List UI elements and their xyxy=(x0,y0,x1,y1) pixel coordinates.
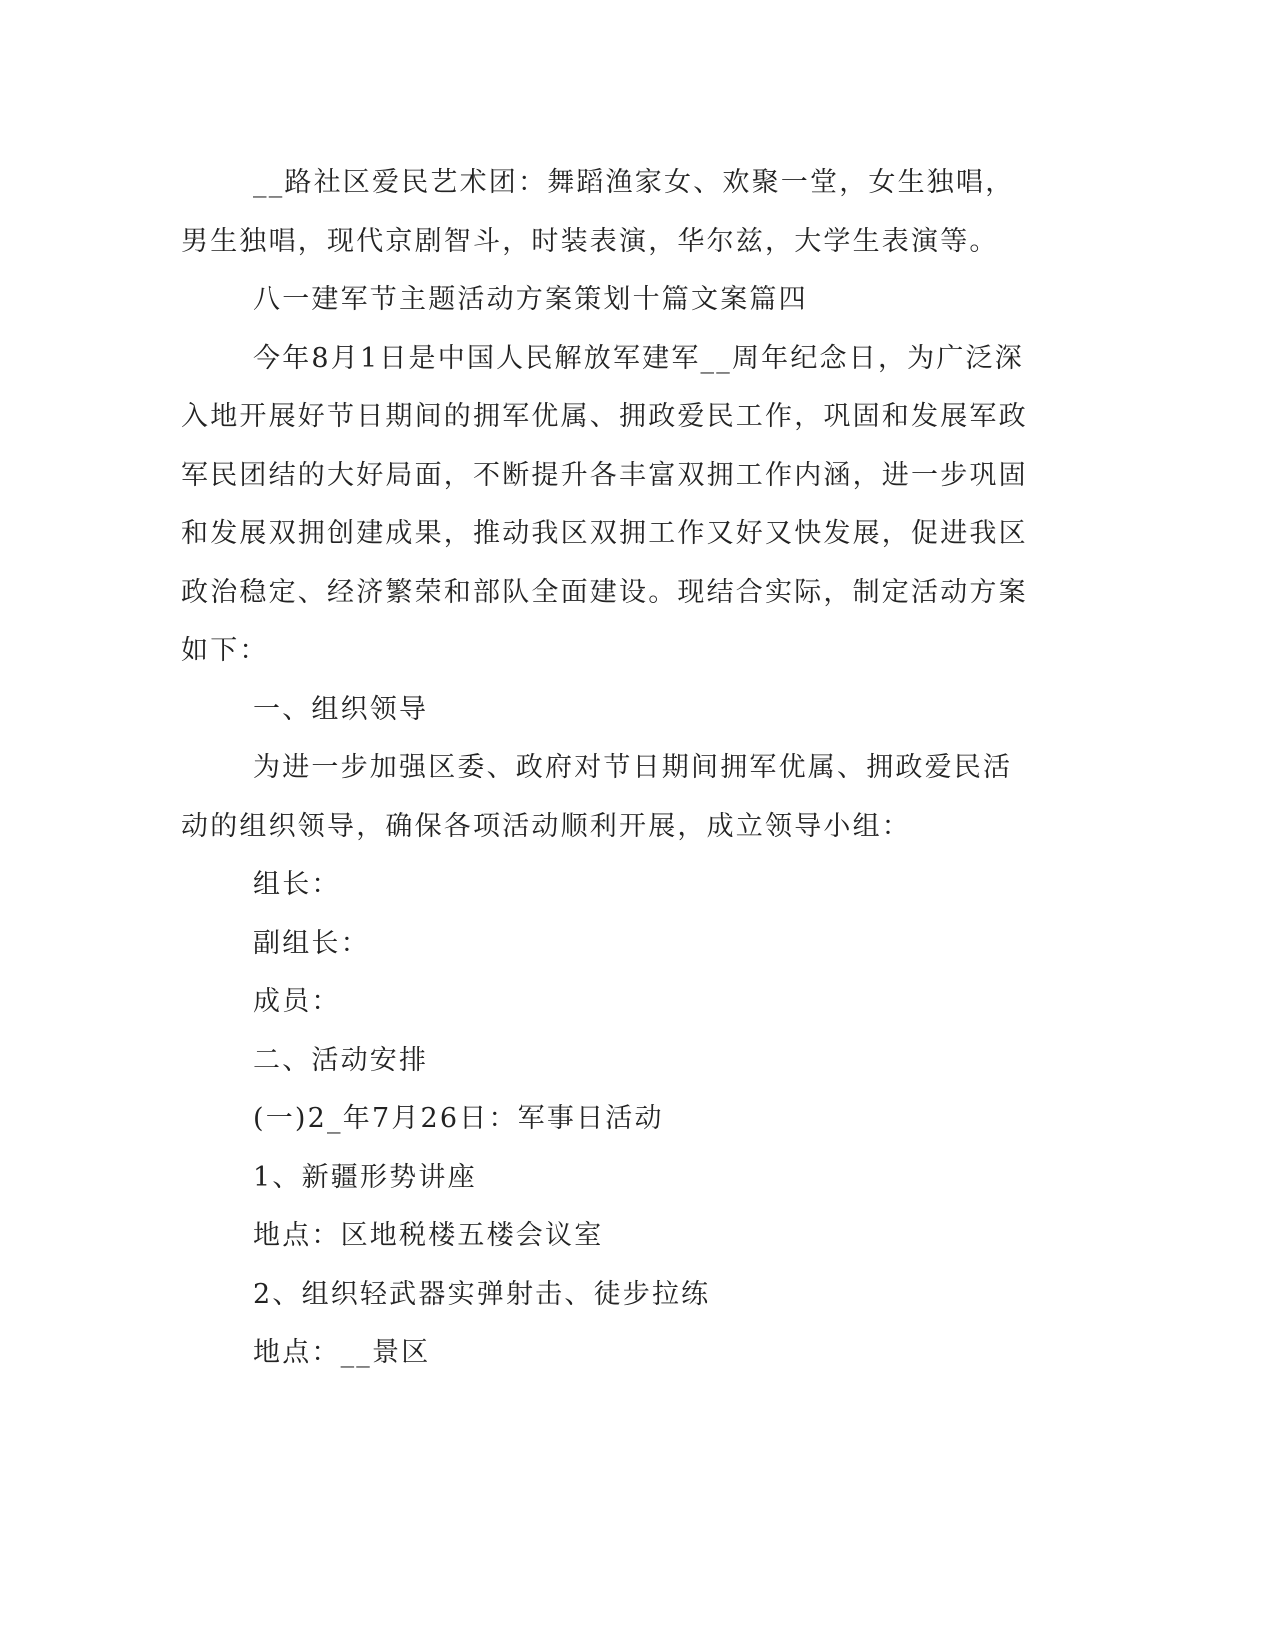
heading-activity-arrangement: 二、活动安排 xyxy=(253,1044,429,1076)
military-day-date: (一)2_年7月26日：军事日活动 xyxy=(253,1103,664,1134)
shooting-location: 地点：__景区 xyxy=(253,1337,431,1368)
leader-field: 组长： xyxy=(253,869,341,900)
section-heading-part-four: 八一建军节主题活动方案策划十篇文案篇四 xyxy=(253,284,808,315)
deputy-leader-field: 副组长： xyxy=(253,927,370,959)
activity-item-lecture: 1、新疆形势讲座 xyxy=(253,1161,477,1193)
paragraph-leadership-group: 为进一步加强区委、政府对节日期间拥军优属、拥政爱民活动的组织领导，确保各项活动顺利开展，成立领导小组： xyxy=(181,752,1013,842)
lecture-location: 地点：区地税楼五楼会议室 xyxy=(253,1220,604,1251)
heading-organization-leadership: 一、组织领导 xyxy=(253,693,429,725)
paragraph-art-troupe-program: __路社区爱民艺术团：舞蹈渔家女、欢聚一堂，女生独唱，男生独唱，现代京剧智斗，时装表演，华尔兹，大学生表演等。 xyxy=(181,167,1015,257)
activity-item-shooting: 2、组织轻武器实弹射击、徒步拉练 xyxy=(253,1278,711,1310)
paragraph-introduction: 今年8月1日是中国人民解放军建军__周年纪念日，为广泛深入地开展好节日期间的拥军优属、拥政爱民工作，巩固和发展军政军民团结的大好局面，不断提升各丰富双拥工作内涵，进一步巩固和发展双拥创建成果，推动我区双拥工作又好又快发展，促进我区政治稳定、经济繁荣和部队全面建设。现结合实际，制定活动方案如下： xyxy=(181,342,1028,666)
members-field: 成员： xyxy=(253,986,341,1017)
document-body xyxy=(181,154,1031,1383)
